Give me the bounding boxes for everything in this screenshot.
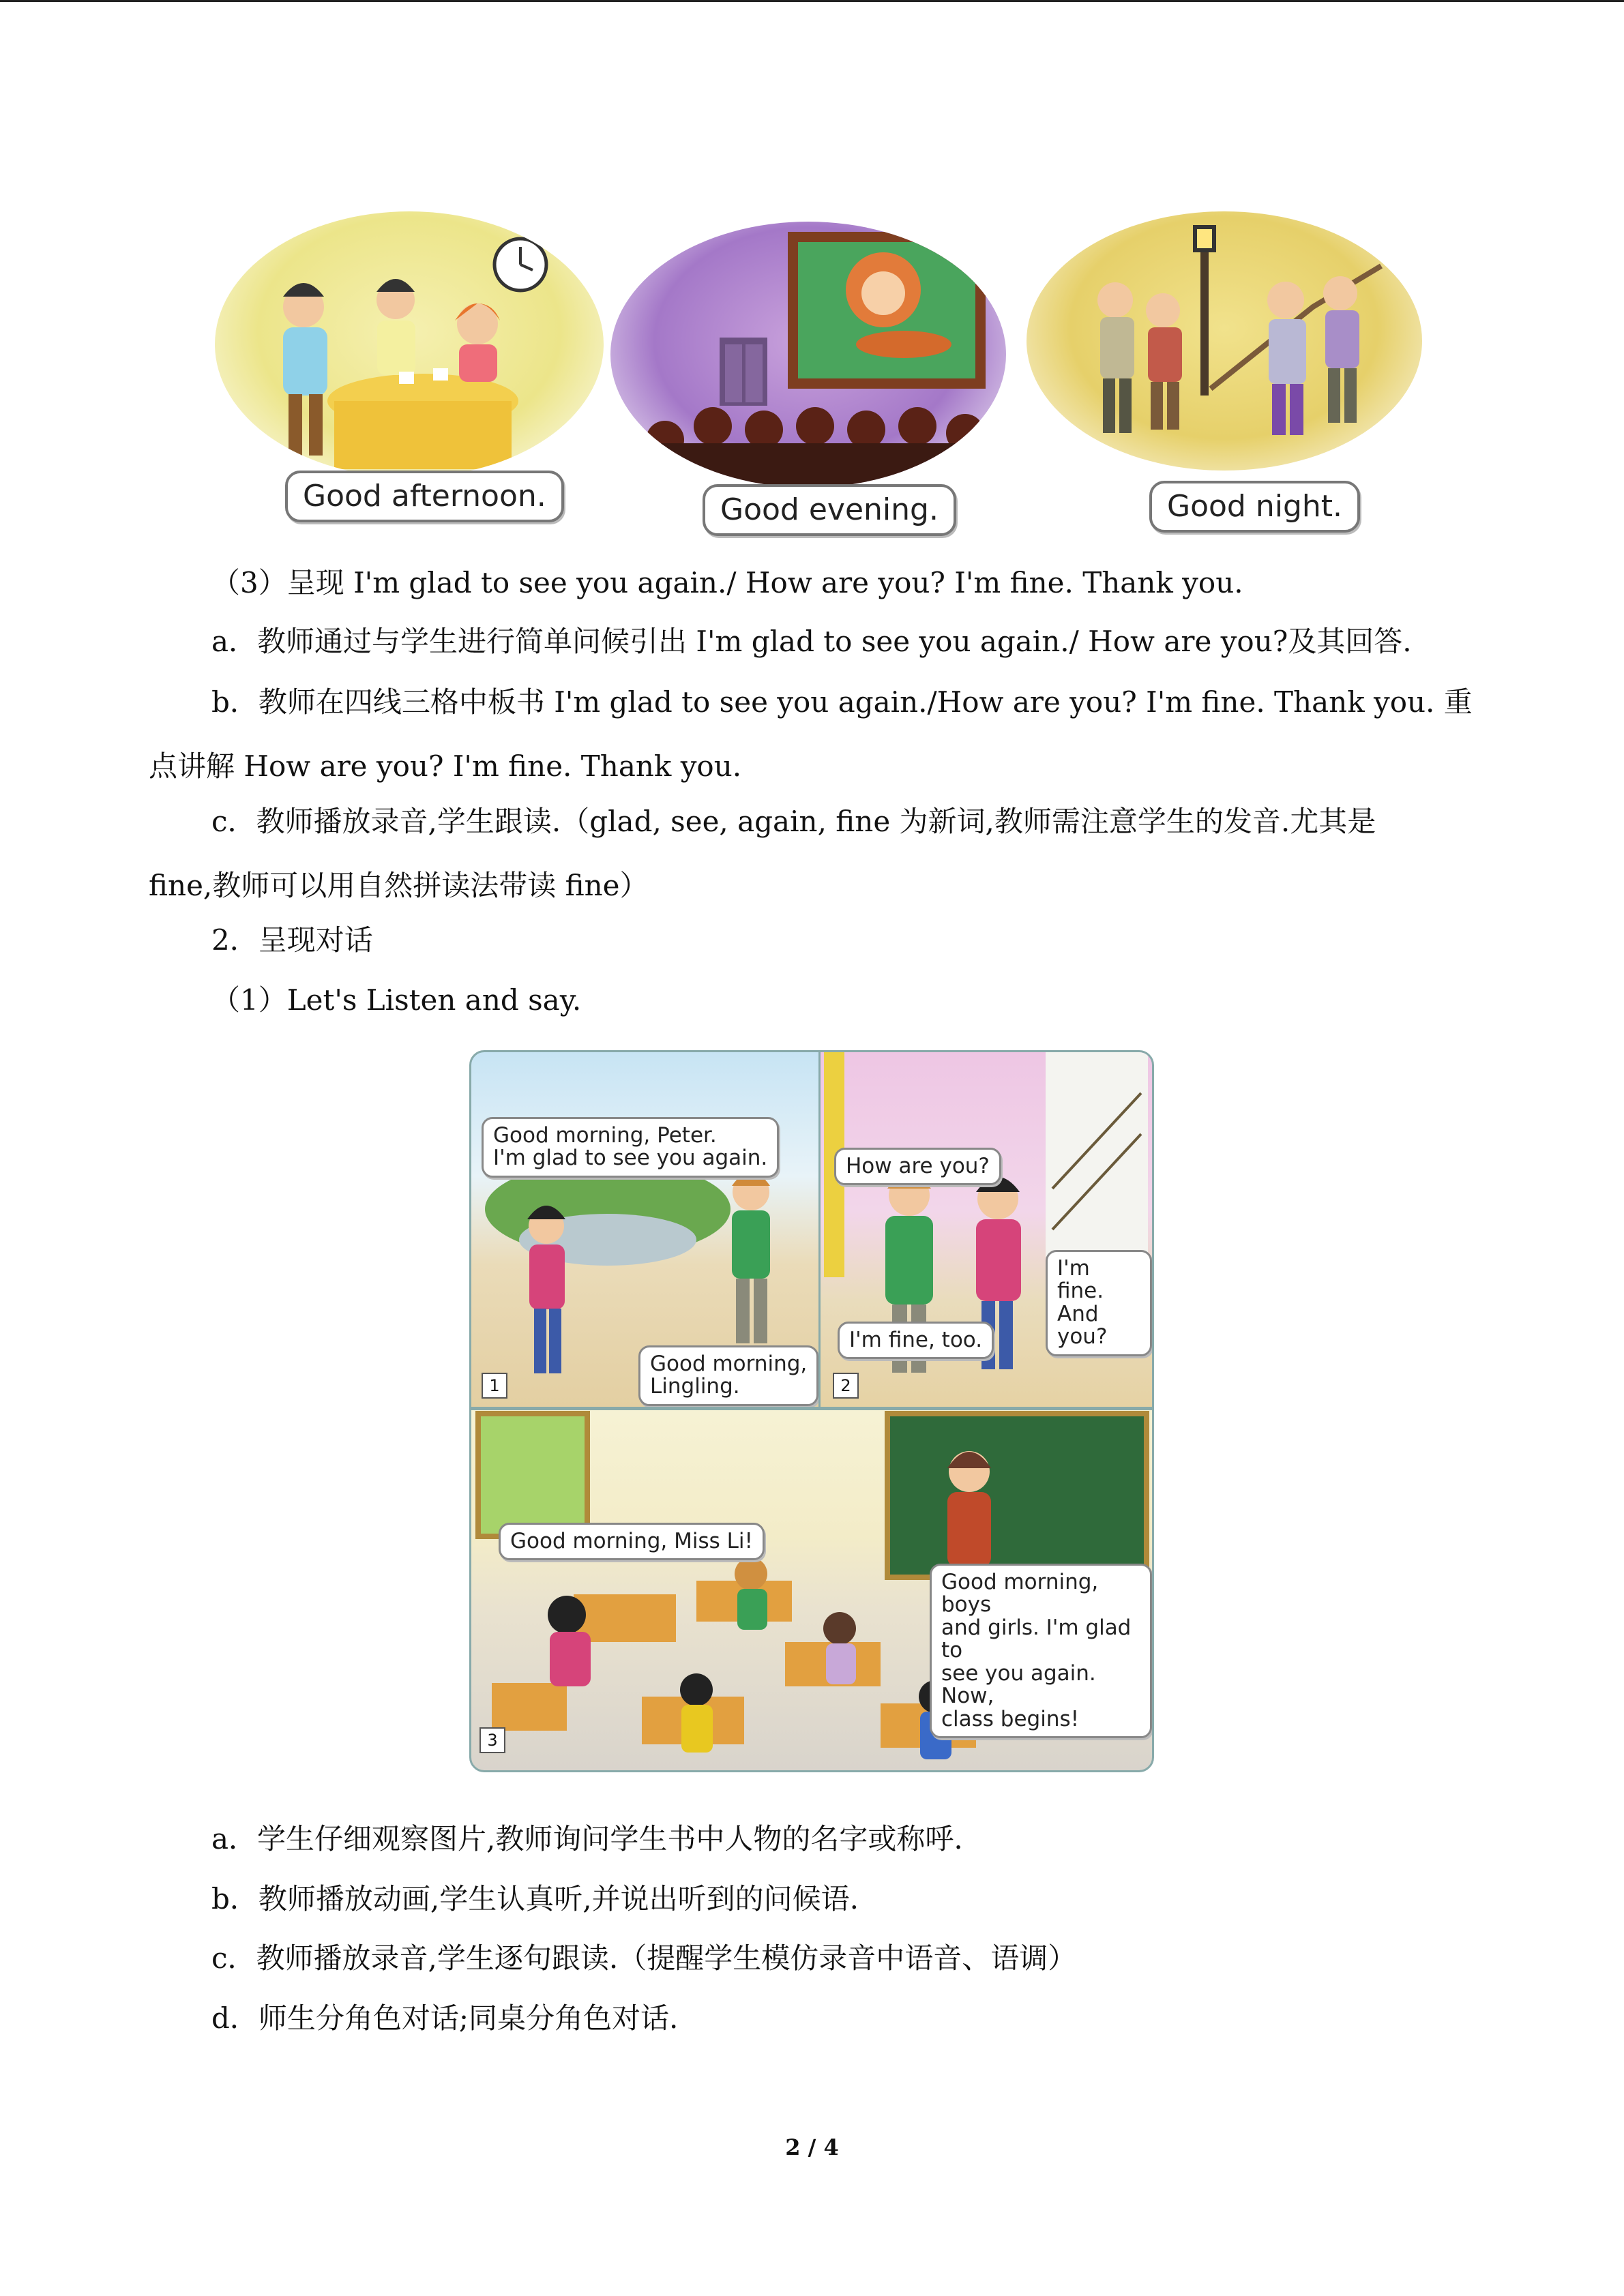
para-step-c-line2: fine,教师可以用自然拼读法带读 fine）	[149, 869, 649, 902]
speech-bubble-good-evening: Good evening.	[703, 484, 956, 536]
speech-bubble-good-afternoon: Good afternoon.	[285, 471, 564, 522]
para-step-3: （3）呈现 I'm glad to see you again./ How are you? I'm fine. Thank you.	[211, 566, 1243, 599]
page-top-border	[0, 0, 1624, 2]
para-step-b-line2: 点讲解 How are you? I'm fine. Thank you.	[149, 749, 742, 783]
para-step-b-line1: b．教师在四线三格中板书 I'm glad to see you again./How are you? I'm fine. Thank you. 重	[211, 685, 1473, 719]
panel-number-2: 2	[833, 1373, 859, 1399]
comic-bubble-1: Good morning, Peter. I'm glad to see you again.	[482, 1117, 779, 1178]
para-step-qc: c．教师播放录音,学生逐句跟读.（提醒学生模仿录音中语音、语调）	[211, 1941, 1077, 1975]
para-step-a: a．教师通过与学生进行简单问候引出 I'm glad to see you again./ How are you?及其回答.	[211, 625, 1412, 658]
comic-bubble-6: Good morning, Miss Li!	[499, 1523, 765, 1560]
dialogue-comic	[469, 1050, 1150, 1770]
comic-bubble-5: I'm fine, too.	[838, 1322, 994, 1359]
section-2-1-heading: （1）Let's Listen and say.	[211, 983, 582, 1017]
para-step-c-line1: c．教师播放录音,学生跟读.（glad, see, again, fine 为新词,教师需注意学生的发音.尤其是	[211, 805, 1376, 838]
comic-panel-3	[469, 1408, 1154, 1772]
page-number: 2 / 4	[785, 2134, 839, 2160]
greeting-illustrations	[205, 205, 1432, 546]
comic-panel-1	[469, 1050, 823, 1409]
para-step-qa: a．学生仔细观察图片,教师询问学生书中人物的名字或称呼.	[211, 1822, 963, 1855]
para-step-qd: d．师生分角色对话;同桌分角色对话.	[211, 2001, 679, 2035]
scene-afternoon-image	[215, 211, 604, 477]
comic-panel-2	[818, 1050, 1154, 1409]
comic-bubble-7: Good morning, boys and girls. I'm glad to see you again. Now, class begins!	[930, 1564, 1152, 1738]
panel-number-3: 3	[479, 1727, 505, 1753]
scene-evening-image	[610, 222, 1006, 488]
speech-bubble-good-night: Good night.	[1149, 481, 1360, 533]
scene-night-image	[1027, 211, 1422, 471]
comic-bubble-2: Good morning, Lingling.	[638, 1345, 818, 1406]
panel-number-1: 1	[482, 1373, 507, 1399]
section-2-heading: 2．呈现对话	[211, 923, 373, 957]
comic-bubble-4: I'm fine. And you?	[1046, 1250, 1152, 1356]
comic-bubble-3: How are you?	[834, 1148, 1001, 1185]
para-step-qb: b．教师播放动画,学生认真听,并说出听到的问候语.	[211, 1882, 859, 1915]
